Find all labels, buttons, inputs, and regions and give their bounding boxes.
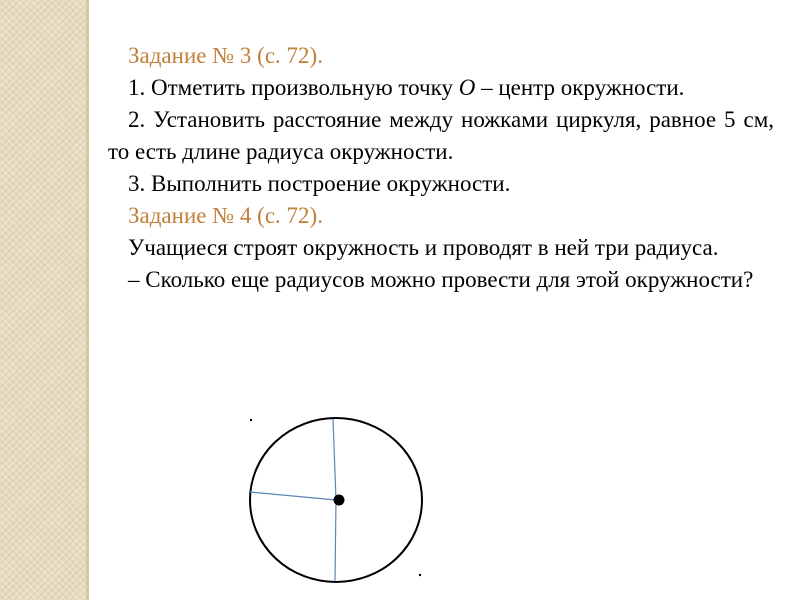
task3-step3: 3. Выполнить построение окружности. <box>128 171 511 196</box>
stray-dot-bottom <box>419 574 421 576</box>
circle-drawing <box>240 408 440 588</box>
task4-heading: Задание № 4 (с. 72). <box>128 203 323 228</box>
center-point <box>334 495 345 506</box>
radius-line-left <box>250 492 336 500</box>
decorative-side-strip <box>0 0 86 600</box>
task-text <box>108 40 774 296</box>
task4-paragraph: Учащиеся строят окружность и проводят в ней три радиуса. <box>128 235 719 260</box>
stray-dot-top <box>250 419 252 421</box>
task3-step2: 2. Установить расстояние между ножками циркуля, равное 5 см, то есть длине радиуса окружности. <box>108 107 774 164</box>
side-strip-border <box>86 0 89 600</box>
task4-question: – Сколько еще радиусов можно провести для этой окружности? <box>128 267 754 292</box>
center-point-label: О <box>458 75 476 100</box>
radius-line-down <box>335 500 336 581</box>
radius-line-up <box>333 419 336 500</box>
task3-step1 <box>108 72 774 104</box>
task3-heading: Задание № 3 (с. 72). <box>128 43 323 68</box>
task3-step1-suffix: – центр окружности. <box>475 75 685 100</box>
task3-step1-prefix: 1. Отметить произвольную точку <box>128 75 459 100</box>
